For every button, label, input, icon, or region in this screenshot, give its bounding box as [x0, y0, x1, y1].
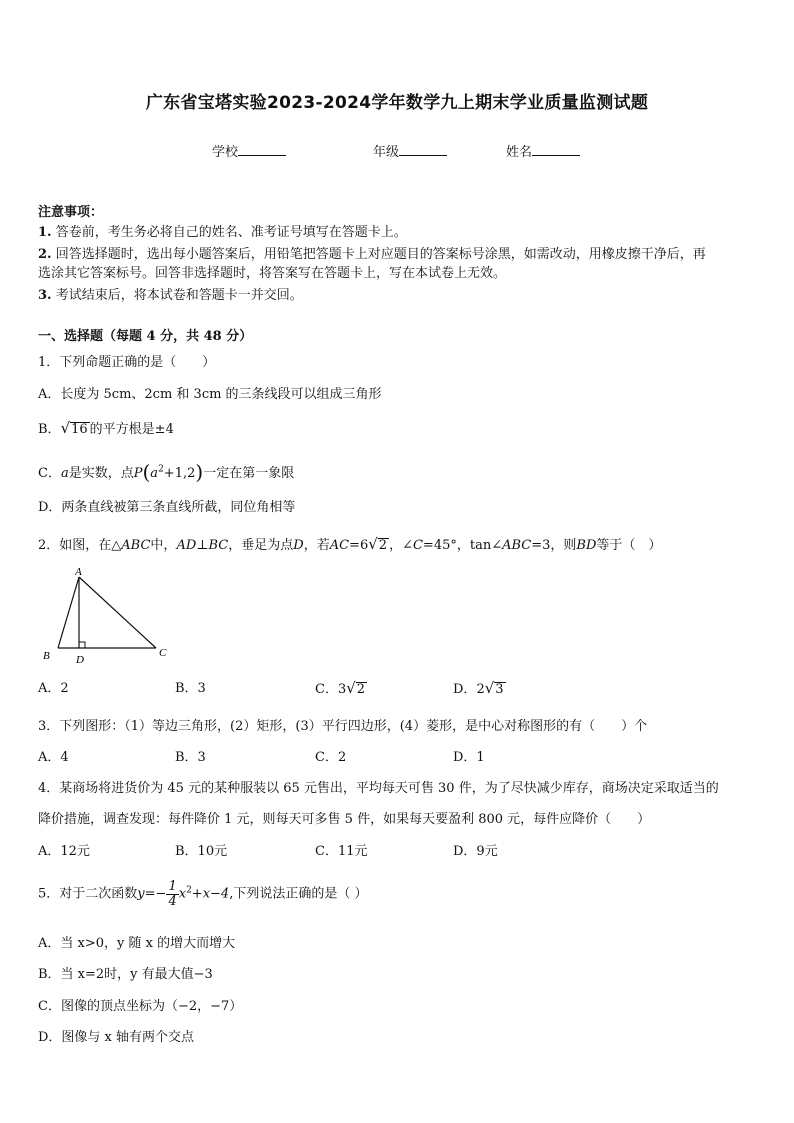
q5-stem: 5．对于二次函数y=− $\frac{1}{4}$ $x^2+x-4$,下列说法正确的是（ ） — [38, 879, 368, 909]
q3-option-a: A．4 — [38, 750, 69, 765]
label-c: C — [159, 647, 167, 659]
q1-option-c: C．a是实数，点$P(a^2+1,2)$一定在第一象限 — [38, 460, 295, 484]
exam-title: 广东省宝塔实验2023-2024学年数学九上期末学业质量监测试题 — [145, 93, 649, 113]
q5-option-d: D．图像与 x 轴有两个交点 — [38, 1030, 195, 1045]
q4-option-c: C．11元 — [315, 844, 368, 859]
q2-option-b: B．3 — [175, 681, 206, 696]
q2-option-c: C．3√2 — [315, 679, 366, 697]
notice-item-1: 1. 答卷前，考生务必将自己的姓名、准考证号填写在答题卡上。 — [38, 225, 407, 240]
label-a: A — [75, 566, 82, 578]
q4-option-a: A．12元 — [38, 844, 90, 859]
school-label: 学校 — [212, 145, 239, 160]
q1-option-a: A．长度为 5cm、2cm 和 3cm 的三条线段可以组成三角形 — [38, 387, 382, 402]
label-d: D — [76, 654, 84, 666]
triangle-figure — [38, 563, 178, 668]
grade-blank — [399, 143, 447, 156]
notice-item-3: 3. 考试结束后，将本试卷和答题卡一并交回。 — [38, 288, 303, 303]
school-blank — [238, 143, 286, 156]
name-field — [506, 141, 580, 160]
q1-stem: 1．下列命题正确的是（ ） — [38, 355, 216, 370]
q5-option-a: A．当 x>0，y 随 x 的增大而增大 — [38, 936, 236, 951]
label-b: B — [43, 650, 50, 662]
notice-item-2: 2. 回答选择题时，选出每小题答案后，用铅笔把答题卡上对应题目的答案标号涂黑，如需改动，用橡皮擦干净后，再 — [38, 247, 706, 262]
grade-field — [373, 141, 447, 160]
notice-item-2-cont: 选涂其它答案标号。回答非选择题时，将答案写在答题卡上，写在本试卷上无效。 — [38, 266, 507, 281]
radical-sign: √ — [60, 419, 71, 437]
q4-option-b: B．10元 — [175, 844, 228, 859]
q4-stem-line1: 4．某商场将进货价为 45 元的某种服装以 65 元售出，平均每天可售 30 件，为了尽快减少库存，商场决定采取适当的 — [38, 781, 719, 796]
grade-label: 年级 — [373, 145, 400, 160]
q4-option-d: D．9元 — [453, 844, 498, 859]
side-ac — [79, 577, 156, 648]
q3-option-d: D．1 — [453, 750, 485, 765]
q4-stem-line2: 降价措施，调查发现：每件降价 1 元，则每天可多售 5 件，如果每天要盈利 800 元，每件应降价（ ） — [38, 812, 651, 827]
q3-option-c: C．2 — [315, 750, 347, 765]
q5-option-c: C．图像的顶点坐标为（−2，−7） — [38, 999, 243, 1014]
q5-option-b: B．当 x=2时，y 有最大值−3 — [38, 967, 213, 982]
q2-option-d: D．2√3 — [453, 679, 504, 697]
right-angle-mark — [79, 642, 85, 648]
name-blank — [532, 143, 580, 156]
q3-stem: 3．下列图形：（1）等边三角形，(2）矩形，(3）平行四边形，(4）菱形，是中心对称图形的有（ ）个 — [38, 719, 648, 734]
radicand: 16 — [71, 422, 88, 437]
q1-option-b: B．√16 的平方根是±4 — [38, 419, 174, 437]
fraction: $\frac{1}{4}$ — [168, 879, 177, 909]
school-field — [212, 141, 286, 160]
name-label: 姓名 — [506, 145, 533, 160]
notice-heading: 注意事项： — [38, 205, 104, 220]
side-ab — [58, 577, 79, 648]
q1-option-d: D．两条直线被第三条直线所截，同位角相等 — [38, 500, 296, 515]
q3-option-b: B．3 — [175, 750, 206, 765]
q2-stem: 2．如图，在△ABC中，AD⊥BC，垂足为点D，若AC=6√2 ，∠C=45°，tan∠ABC=3，则BD等于（ ） — [38, 535, 662, 553]
section-heading: 一、选择题（每题 4 分，共 48 分） — [38, 329, 253, 344]
q2-option-a: A．2 — [38, 681, 69, 696]
